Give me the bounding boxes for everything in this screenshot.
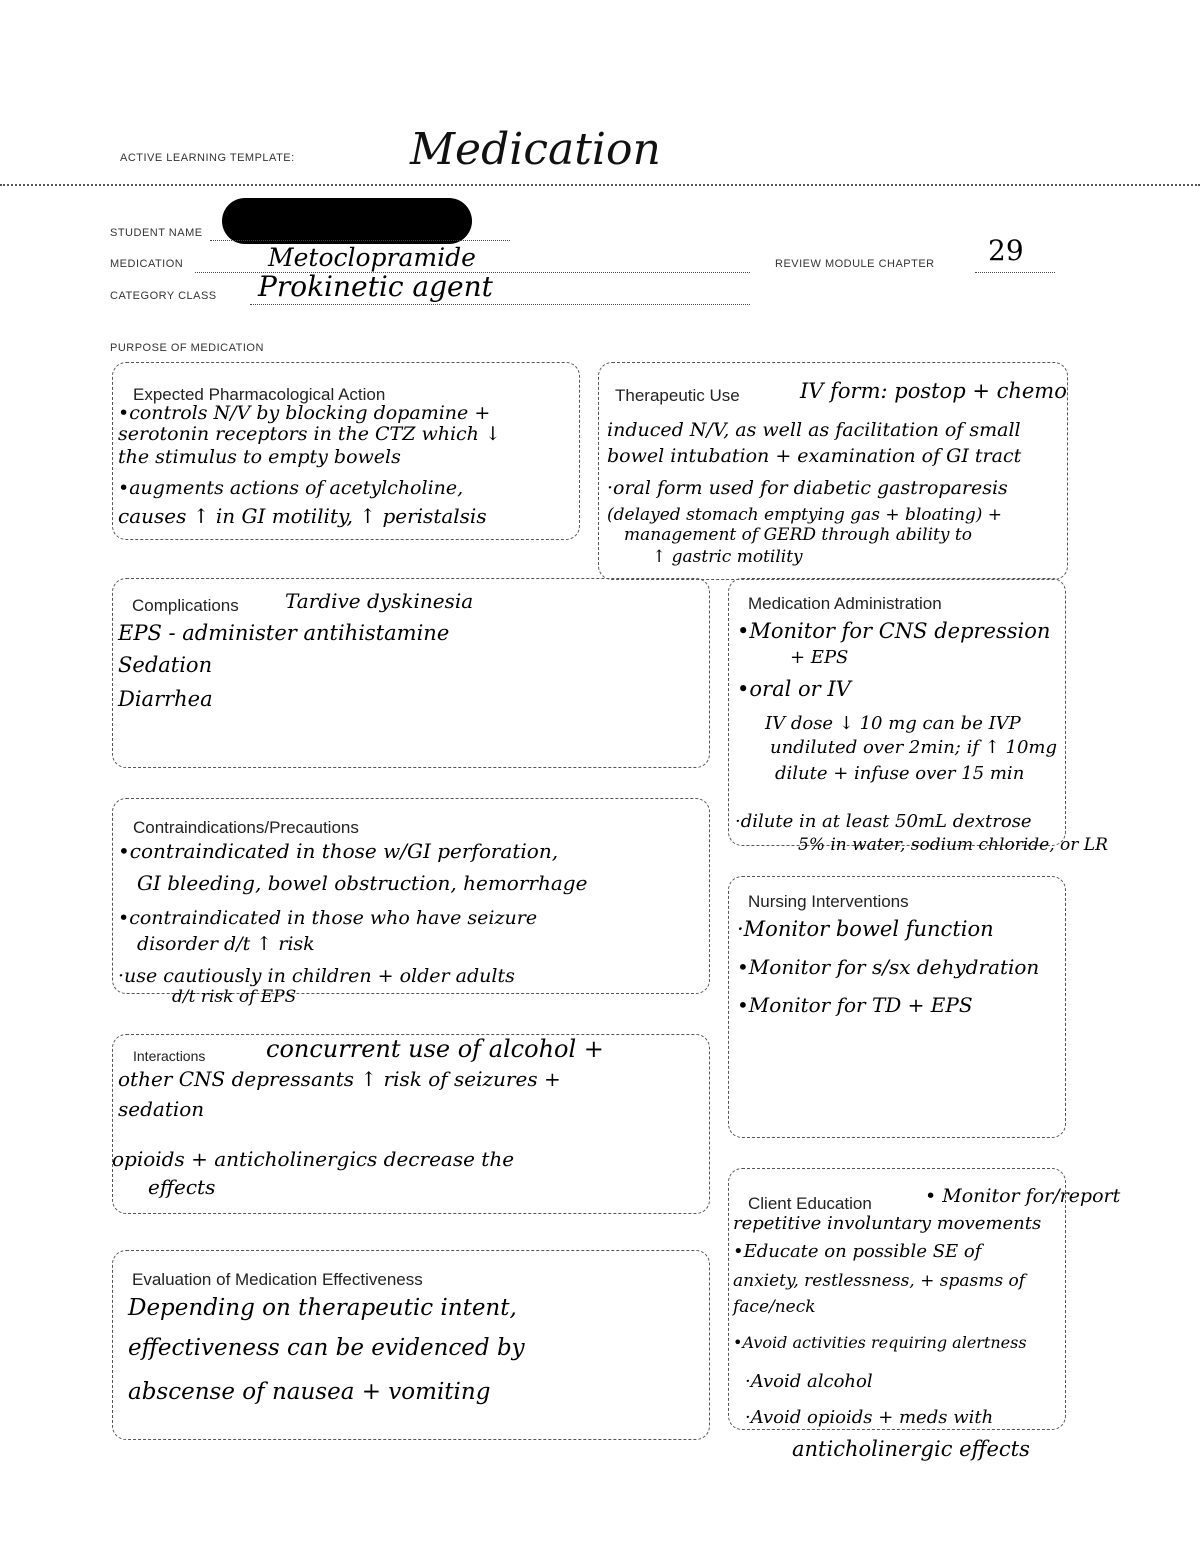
contraindications-line: disorder d/t ↑ risk <box>137 933 315 955</box>
medication-value: Metoclopramide <box>268 243 476 272</box>
client-education-line: •Avoid activities requiring alertness <box>733 1333 1027 1352</box>
evaluation-label: Evaluation of Medication Effectiveness <box>132 1270 423 1289</box>
complications-line: Diarrhea <box>118 687 213 711</box>
therapeutic-use-line: management of GERD through ability to <box>624 525 972 545</box>
interactions-line: concurrent use of alcohol + <box>266 1035 604 1063</box>
contraindications-line: GI bleeding, bowel obstruction, hemorrhage <box>137 871 588 895</box>
review-module-line <box>975 272 1055 273</box>
client-education-line: ·Avoid alcohol <box>745 1371 873 1392</box>
med-admin-line: ·dilute in at least 50mL dextrose <box>735 811 1032 832</box>
med-admin-line: undiluted over 2min; if ↑ 10mg <box>770 737 1058 758</box>
therapeutic-use-line: IV form: postop + chemo <box>800 379 1067 403</box>
evaluation-line: effectiveness can be evidenced by <box>128 1335 525 1361</box>
redaction-mark <box>222 198 472 244</box>
category-value: Prokinetic agent <box>258 270 493 303</box>
template-label: ACTIVE LEARNING TEMPLATE: <box>120 152 295 164</box>
med-admin-line: IV dose ↓ 10 mg can be IVP <box>765 713 1021 734</box>
page-title: Medication <box>410 124 661 175</box>
category-line <box>250 304 750 305</box>
student-name-label: STUDENT NAME <box>110 227 203 239</box>
expected-action-line: serotonin receptors in the CTZ which ↓ <box>118 423 501 445</box>
therapeutic-use-label: Therapeutic Use <box>615 386 740 405</box>
interactions-line: sedation <box>118 1097 205 1121</box>
nursing-line: •Monitor for TD + EPS <box>737 993 973 1017</box>
review-module-label: REVIEW MODULE CHAPTER <box>775 258 935 270</box>
expected-action-label: Expected Pharmacological Action <box>133 385 386 404</box>
expected-action-line: •augments actions of acetylcholine, <box>118 477 464 499</box>
contraindications-line: d/t risk of EPS <box>172 987 297 1007</box>
evaluation-line: abscense of nausea + vomiting <box>128 1379 491 1405</box>
med-admin-line: •Monitor for CNS depression <box>737 619 1051 643</box>
interactions-line: other CNS depressants ↑ risk of seizures + <box>118 1067 561 1091</box>
complications-line: Tardive dyskinesia <box>285 589 474 613</box>
interactions-line: effects <box>148 1175 216 1199</box>
complications-line: EPS - administer antihistamine <box>118 621 450 645</box>
therapeutic-use-line: induced N/V, as well as facilitation of small <box>607 419 1021 441</box>
contraindications-label: Contraindications/Precautions <box>133 818 359 837</box>
med-admin-line: dilute + infuse over 15 min <box>775 763 1025 784</box>
category-label: CATEGORY CLASS <box>110 290 217 302</box>
client-education-line: anxiety, restlessness, + spasms of <box>733 1271 1025 1291</box>
expected-action-line: causes ↑ in GI motility, ↑ peristalsis <box>118 504 487 528</box>
therapeutic-use-line: ·oral form used for diabetic gastroparesis <box>607 477 1008 499</box>
client-education-line: anticholinergic effects <box>792 1437 1030 1461</box>
expected-action-line: the stimulus to empty bowels <box>118 446 401 468</box>
complications-line: Sedation <box>118 653 213 677</box>
client-education-line: ·Avoid opioids + meds with <box>745 1407 994 1428</box>
complications-label: Complications <box>132 596 239 615</box>
nursing-label: Nursing Interventions <box>748 892 909 911</box>
student-name-line <box>210 240 510 241</box>
interactions-label: Interactions <box>133 1048 206 1064</box>
purpose-label: PURPOSE OF MEDICATION <box>110 342 264 354</box>
evaluation-line: Depending on therapeutic intent, <box>128 1295 517 1321</box>
review-module-value: 29 <box>988 234 1024 267</box>
contraindications-line: •contraindicated in those who have seizure <box>118 907 538 929</box>
contraindications-line: •contraindicated in those w/GI perforation, <box>118 839 559 863</box>
med-admin-label: Medication Administration <box>748 594 942 613</box>
client-education-line: •Educate on possible SE of <box>733 1241 982 1262</box>
medication-label: MEDICATION <box>110 258 184 270</box>
header-divider <box>0 184 1200 186</box>
med-admin-line: + EPS <box>790 647 849 668</box>
med-admin-line: 5% in water, sodium chloride, or LR <box>798 835 1108 855</box>
therapeutic-use-line: (delayed stomach emptying gas + bloating) + <box>607 505 1003 525</box>
therapeutic-use-line: ↑ gastric motility <box>652 547 803 567</box>
med-admin-line: •oral or IV <box>737 677 851 701</box>
nursing-line: ·Monitor bowel function <box>737 917 994 941</box>
client-education-line: • Monitor for/report <box>925 1185 1121 1207</box>
contraindications-line: ·use cautiously in children + older adults <box>118 965 515 987</box>
nursing-line: •Monitor for s/sx dehydration <box>737 955 1040 979</box>
client-education-line: face/neck <box>733 1297 816 1317</box>
therapeutic-use-line: bowel intubation + examination of GI tract <box>607 445 1022 467</box>
expected-action-line: •controls N/V by blocking dopamine + <box>118 402 491 424</box>
interactions-line: opioids + anticholinergics decrease the <box>112 1147 515 1171</box>
client-education-label: Client Education <box>748 1194 872 1213</box>
client-education-line: repetitive involuntary movements <box>733 1213 1042 1234</box>
